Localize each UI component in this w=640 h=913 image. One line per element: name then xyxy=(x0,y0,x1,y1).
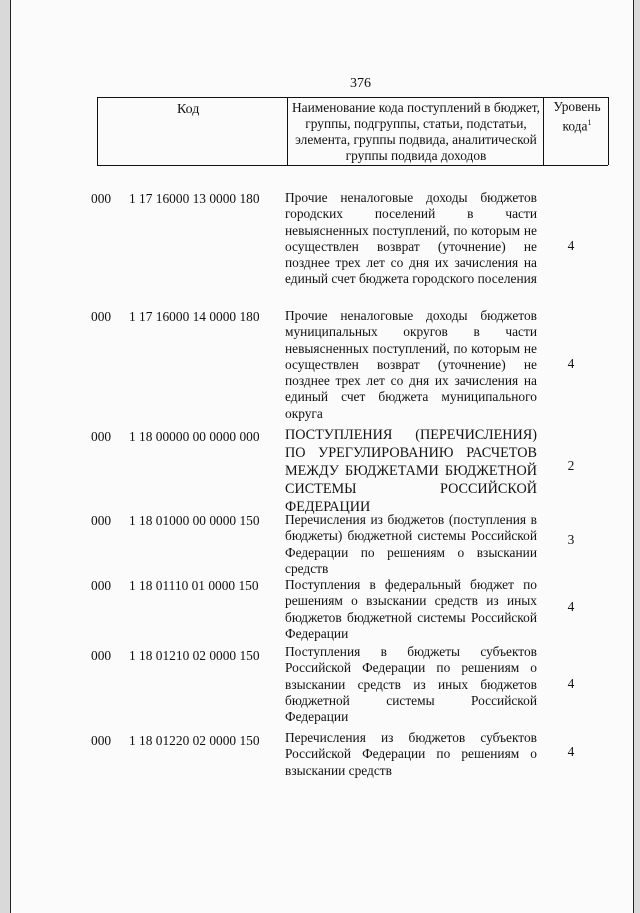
revenue-name: ПОСТУПЛЕНИЯ (ПЕРЕЧИСЛЕНИЯ) ПО УРЕГУЛИРОВАНИЮ РАСЧЕТОВ МЕЖДУ БЮДЖЕТАМИ БЮДЖЕТНОЙ СИСТЕМЫ РОССИЙСКОЙ ФЕДЕРАЦИИ xyxy=(285,427,537,515)
code-level: 4 xyxy=(567,744,575,759)
revenue-code: 1 18 01110 01 0000 150 xyxy=(129,578,259,593)
code-level: 4 xyxy=(567,356,575,371)
admin-code: 000 xyxy=(91,648,112,663)
revenue-code: 1 17 16000 14 0000 180 xyxy=(129,309,260,324)
header-name: Наименование кода поступлений в бюджет, группы, подгруппы, статьи, подстатьи, элемента, группы подвида, аналитической группы подвида доходов xyxy=(292,100,540,163)
revenue-name: Поступления в федеральный бюджет по решениям о взыскании средств из иных бюджетов бюджетной системы Российской Федерации xyxy=(285,577,537,641)
header-code: Код xyxy=(177,102,200,117)
admin-code: 000 xyxy=(91,578,112,593)
revenue-name: Перечисления из бюджетов субъектов Российской Федерации по решениям о взыскании средств xyxy=(285,730,537,778)
header-top-rule xyxy=(97,97,608,98)
revenue-name: Поступления в бюджеты субъектов Российской Федерации по решениям о взыскании средств из иных бюджетов бюджетной системы Российской Федерации xyxy=(285,644,537,725)
code-level: 2 xyxy=(567,458,575,473)
admin-code: 000 xyxy=(91,513,112,528)
admin-code: 000 xyxy=(91,429,112,444)
revenue-code: 1 18 01000 00 0000 150 xyxy=(129,513,260,528)
header-border-left xyxy=(97,97,98,165)
header-level xyxy=(546,99,608,134)
admin-code: 000 xyxy=(91,733,112,748)
header-border-right xyxy=(608,97,609,165)
admin-code: 000 xyxy=(91,191,112,206)
revenue-code: 1 17 16000 13 0000 180 xyxy=(129,191,260,206)
revenue-name: Прочие неналоговые доходы бюджетов муниципальных округов в части невыясненных поступлений, по которым не осуществлен возврат (уточнение) не позднее трех лет со дня их зачисления на единый счет бюджета муниципального округа xyxy=(285,308,537,421)
code-level: 4 xyxy=(567,238,575,253)
code-level: 3 xyxy=(567,532,575,547)
revenue-code: 1 18 01220 02 0000 150 xyxy=(129,733,260,748)
document-page xyxy=(10,0,634,913)
revenue-code: 1 18 00000 00 0000 000 xyxy=(129,429,260,444)
code-level: 4 xyxy=(567,676,575,691)
header-divider-1 xyxy=(287,97,288,165)
header-bottom-rule xyxy=(97,165,608,166)
admin-code: 000 xyxy=(91,309,112,324)
code-level: 4 xyxy=(567,599,575,614)
revenue-name: Перечисления из бюджетов (поступления в бюджеты) бюджетной системы Российской Федерации по решениям о взыскании средств xyxy=(285,512,537,576)
revenue-code: 1 18 01210 02 0000 150 xyxy=(129,648,260,663)
revenue-name: Прочие неналоговые доходы бюджетов городских поселений в части невыясненных поступлений, по которым не осуществлен возврат (уточнение) не позднее трех лет со дня их зачисления на единый счет бюджета городского поселения xyxy=(285,190,537,287)
page-number: 376 xyxy=(350,76,371,91)
header-level-footnote: 1 xyxy=(587,118,592,127)
header-divider-2 xyxy=(543,97,544,165)
header-level-label: Уровень кода xyxy=(553,99,601,134)
